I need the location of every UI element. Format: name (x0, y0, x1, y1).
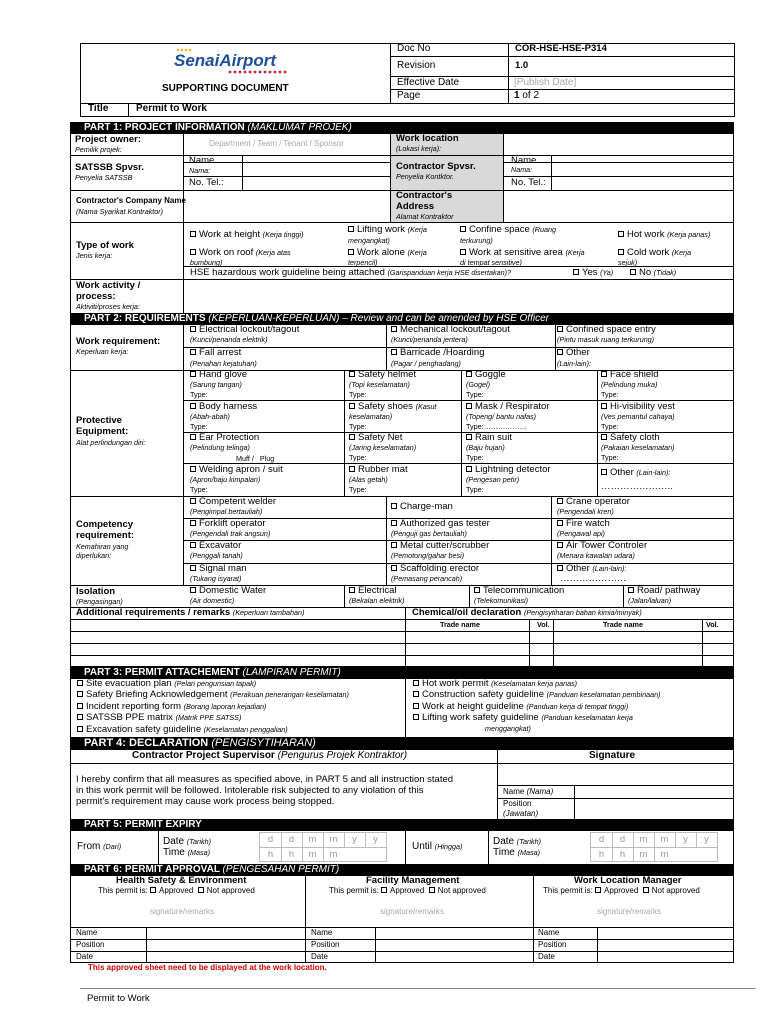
work-location-manager-header: Work Location Manager (574, 875, 682, 886)
part2-heading: PART 2: REQUIREMENTS (KEPERLUAN-KEPERLUAN) – Review and can be amended by HSE Officer (70, 313, 734, 325)
declaration-text-line2: in this work permit will be followed. Intolerable risk subjected to any violation of this (76, 785, 424, 796)
rubber-mat-type: Type: (349, 485, 367, 494)
rubber-mat-checkbox[interactable]: Rubber mat (349, 465, 408, 475)
goggle-type: Type: (466, 390, 484, 399)
competency-label-my-2: diperlukan: (76, 551, 112, 560)
hse-approver-header: Health Safety & Environment (116, 875, 247, 886)
hot-work-permit-checkbox[interactable]: Hot work permit (Keselamatan kerja panas) (413, 679, 577, 689)
hse-approved-checkbox[interactable]: Approved (150, 886, 193, 895)
rubber-mat-label-my: (Alas getah) (349, 475, 388, 484)
from-label: From (Dari) (77, 841, 122, 852)
road-pathway-label-my: (Jalan/laluan) (628, 596, 672, 605)
contractor-tel-label: No. Tel.: (511, 177, 546, 188)
body-harness-checkbox[interactable]: Body harness (190, 402, 257, 412)
metal-cutter-checkbox[interactable]: Metal cutter/scrubber (391, 541, 489, 551)
hot-work-checkbox[interactable]: Hot work (Kerja panas) (618, 230, 710, 240)
fm-name-label: Name (311, 928, 333, 937)
sensitive-area-label-my: di tempat sensitive) (460, 258, 522, 267)
fm-signature-field[interactable]: signature/remarks (380, 907, 445, 916)
footer-rule (80, 988, 756, 989)
mask-respirator-checkbox[interactable]: Mask / Respirator (466, 402, 549, 412)
forklift-operator-label-my: (Pengendali trak angsun) (190, 529, 271, 538)
electrical-lockout-checkbox[interactable]: Electrical lockout/tagout (190, 325, 299, 335)
metal-cutter-label-my: (Pemotong/gahar besi) (391, 551, 465, 560)
domestic-water-checkbox[interactable]: Domestic Water (190, 586, 266, 596)
part5-heading: PART 5: PERMIT EXPIRY (70, 819, 734, 831)
body-harness-type: Type: (190, 422, 208, 431)
other-requirement-checkbox[interactable]: Other (557, 348, 590, 358)
body-harness-label-my: (Abah-abah) (190, 412, 230, 421)
additional-requirements-label: Additional requirements / remarks (Keperluan tambahan) (76, 607, 305, 618)
other-ppe-field[interactable]: ………………….. (601, 481, 673, 492)
electrical-isolation-checkbox[interactable]: Electrical (349, 586, 397, 596)
from-time-label: Time (Masa) (163, 847, 211, 858)
supporting-document-label: SUPPORTING DOCUMENT (162, 83, 289, 94)
declaration-name-field[interactable] (575, 786, 733, 797)
declaration-text-line1: I hereby confirm that all measures as specified above, in PART 5 and all instruction stated (76, 774, 454, 785)
work-on-roof-checkbox[interactable]: Work on roof (Kerja atas (190, 248, 291, 258)
hse-guideline-question: HSE hazardous work guideline being attached (Garispanduan kerja HSE disertakan)? (190, 267, 511, 278)
confine-space-checkbox[interactable]: Confine space (Ruang (460, 225, 556, 235)
from-date-label: Date (Tarikh) (163, 836, 212, 847)
footer-text: Permit to Work (87, 993, 150, 1004)
trade-name-header-1: Trade name (440, 620, 480, 629)
competent-welder-checkbox[interactable]: Competent welder (190, 497, 276, 507)
air-tower-controller-checkbox[interactable]: Air Tower Controler (557, 541, 647, 551)
document-title: Permit to Work (136, 103, 207, 114)
barricade-checkbox[interactable]: Barricade /Hoarding (391, 348, 485, 358)
address-label-2: Address (396, 201, 435, 212)
work-activity-label-my: Aktiviti/proses kerja: (76, 302, 140, 311)
electrical-isolation-label-my: (Bekalan elektrik) (349, 596, 405, 605)
contractor-supervisor-label: Contractor Spvsr. (396, 161, 476, 172)
face-shield-label-my: (Pelindung muka) (601, 380, 658, 389)
barricade-label-my: (Pagar / penghadang) (391, 359, 461, 368)
charge-man-checkbox[interactable]: Charge-man (391, 502, 453, 512)
chemical-declaration-label: Chemical/oil declaration (Pengisytiharan bahan kimia/minyak) (412, 607, 642, 618)
title-label: Title (88, 103, 109, 114)
fall-arrest-label-my: (Penahan kejatuhan) (190, 359, 257, 368)
welding-apron-label-my: (Apron/baju kimpalan) (190, 475, 261, 484)
effective-date-label: Effective Date (397, 77, 460, 88)
gas-tester-checkbox[interactable]: Authorized gas tester (391, 519, 490, 529)
work-requirement-label: Work requirement: (76, 336, 161, 347)
hand-glove-label-my: (Sarung tangan) (190, 380, 242, 389)
fire-watch-label-my: (Pengawal api) (557, 529, 605, 538)
declaration-text-line3: permit's requirement may cause work process being stopped. (76, 796, 335, 807)
trade-name-header-2: Trade name (603, 620, 643, 629)
forklift-operator-checkbox[interactable]: Forklift operator (190, 519, 266, 529)
excavation-guideline-checkbox[interactable]: Excavation safety guideline (Keselamatan penggalian) (77, 725, 288, 735)
fm-approval-options: This permit is: Approved Not approved (329, 886, 486, 895)
hse-name-label: Name (76, 928, 98, 937)
address-label: Contractor's (396, 190, 453, 201)
company-name-label: Contractor's Company Name (76, 196, 186, 205)
fire-watch-checkbox[interactable]: Fire watch (557, 519, 610, 529)
excavator-checkbox[interactable]: Excavator (190, 541, 241, 551)
hand-glove-checkbox[interactable]: Hand glove (190, 370, 247, 380)
lifting-work-checkbox[interactable]: Lifting work (Kerja (348, 225, 427, 235)
mechanical-lockout-label-my: (Kunci/penanda jentera) (391, 335, 468, 344)
work-activity-label: Work activity / (76, 280, 141, 291)
display-notice: This approved sheet need to be displayed at the work location. (88, 963, 327, 972)
cold-work-label-my: sejuk) (618, 258, 638, 267)
safety-shoes-type: Type: (349, 422, 367, 431)
telecommunication-label-my: (Telekomunikasi) (474, 596, 529, 605)
hse-signature-field[interactable]: signature/remarks (150, 907, 215, 916)
satssb-name-label: Name (189, 155, 215, 166)
until-datetime-grid[interactable]: d d m m y y h h m m (590, 832, 718, 862)
until-time-label: Time (Masa) (493, 847, 541, 858)
hse-date-label: Date (76, 952, 93, 961)
competency-label-my: Kemahiran yang (76, 542, 129, 551)
vol-header-1: Vol. (537, 620, 550, 629)
other-ppe-checkbox[interactable]: Other (Lain-lain): (601, 468, 670, 478)
contractor-name-field[interactable] (552, 156, 733, 175)
address-label-my: Alamat Kontraktor (396, 212, 454, 221)
declaration-position-label-my: (Jawatan) (503, 809, 539, 818)
company-name-label-my: (Nama Syarikat Kontraktor) (76, 207, 164, 216)
part6-heading: PART 6: PERMIT APPROVAL (PENGESAHAN PERMIT) (70, 864, 734, 876)
until-date-label: Date (Tarikh) (493, 836, 542, 847)
declaration-signature-field[interactable] (498, 764, 733, 784)
work-alone-label-my: terpencil) (348, 258, 378, 267)
other-competency-field[interactable]: ………………… (560, 573, 627, 584)
safety-briefing-checkbox[interactable]: Safety Briefing Acknowledgement (Perakuan penerangan keselamatan) (77, 690, 349, 700)
work-requirement-label-my: Keperluan kerja: (76, 347, 129, 356)
page-number: 1 of 2 (514, 90, 540, 101)
vol-header-2: Vol. (706, 620, 719, 629)
face-shield-type: Type: (601, 390, 619, 399)
safety-cloth-type: Type: (601, 453, 619, 462)
sensitive-area-checkbox[interactable]: Work at sensitive area (Kerja (460, 248, 585, 258)
contractor-name-label-my: Nama: (511, 165, 533, 174)
rain-suit-checkbox[interactable]: Rain suit (466, 433, 512, 443)
hse-no-checkbox[interactable]: No (Tidak) (630, 268, 676, 278)
part1-heading: PART 1: PROJECT INFORMATION (MAKLUMAT PROJEK) (70, 122, 734, 134)
competency-label-2: requirement: (76, 530, 135, 541)
hi-visibility-vest-label-my: (Ves pemantul cahaya) (601, 412, 675, 421)
competency-label: Competency (76, 519, 134, 530)
wlm-position-label: Position (538, 940, 567, 949)
contractor-tel-field[interactable] (552, 177, 733, 189)
scaffolding-erector-label-my: (Pemasang perancah) (391, 574, 463, 583)
work-location-field[interactable] (504, 135, 733, 154)
ear-protection-checkbox[interactable]: Ear Protection (190, 433, 259, 443)
hse-not-approved-checkbox[interactable]: Not approved (198, 886, 255, 895)
protective-equipment-label-2: Equipment: (76, 426, 129, 437)
lightning-detector-checkbox[interactable]: Lightning detector (466, 465, 551, 475)
wlm-approval-options: This permit is: Approved Not approved (543, 886, 700, 895)
crane-operator-checkbox[interactable]: Crane operator (557, 497, 630, 507)
project-owner-field[interactable]: Department / Team / Tenant / Sponsor (209, 139, 344, 148)
competent-welder-label-my: (Pengimpal bertauliah) (190, 507, 263, 516)
company-name-field[interactable] (184, 191, 389, 221)
satssb-name-field[interactable] (243, 156, 389, 175)
rain-suit-type: Type: (466, 453, 484, 462)
electrical-lockout-label-my: (Kunci/penanda elektrik) (190, 335, 268, 344)
project-owner-label-my: Pemilik projek: (75, 145, 122, 154)
construction-guideline-checkbox[interactable]: Construction safety guideline (Panduan keselamatan pembinaan) (413, 690, 661, 700)
mask-respirator-label-my: (Topeng/ bantu nafas) (466, 412, 537, 421)
hi-visibility-vest-type: Type: (601, 422, 619, 431)
fm-approved-checkbox[interactable]: Approved (381, 886, 424, 895)
work-on-roof-label-my: bumbung) (190, 258, 223, 267)
wlm-approved-checkbox[interactable]: Approved (595, 886, 638, 895)
declaration-name-label: Name (Nama) (503, 787, 554, 796)
signal-man-label-my: (Tukang isyarat) (190, 574, 242, 583)
rain-suit-label-my: (Baju hujan) (466, 443, 505, 452)
satssb-supervisor-label: SATSSB Spvsr. (75, 162, 144, 173)
wlm-not-approved-checkbox[interactable]: Not approved (643, 886, 700, 895)
revision-label: Revision (397, 60, 436, 71)
contractor-supervisor-label-my: Penyelia Kontktor. (396, 172, 455, 181)
doc-no-label: Doc No (397, 43, 431, 54)
revision-value: 1.0 (515, 60, 529, 71)
welding-apron-checkbox[interactable]: Welding apron / suit (190, 465, 283, 475)
gas-tester-label-my: (Penguji gas bertauliah) (391, 529, 467, 538)
lifting-guideline-label-my: menggangkat) (485, 724, 531, 733)
work-activity-field[interactable] (184, 280, 733, 312)
part4-heading: PART 4: DECLARATION (PENGISYTIHARAN) (70, 737, 734, 750)
air-tower-controller-label-my: (Menara kawalan udara) (557, 551, 635, 560)
project-owner-label: Project owner: (75, 134, 141, 145)
safety-net-label-my: (Jaring keselamatan) (349, 443, 417, 452)
safety-helmet-label-my: (Topi keselamatan) (349, 380, 410, 389)
hse-position-label: Position (76, 940, 105, 949)
confined-space-entry-label-my: (Pintu masuk ruang terkurung) (557, 335, 655, 344)
welding-apron-type: Type: (190, 485, 208, 494)
type-of-work-label: Type of work (76, 240, 134, 251)
safety-net-checkbox[interactable]: Safety Net (349, 433, 402, 443)
cold-work-checkbox[interactable]: Cold work (Kerja (618, 248, 691, 258)
wlm-date-label: Date (538, 952, 555, 961)
other-requirement-label-my: (Lain-lain): (557, 359, 591, 368)
address-field[interactable] (504, 191, 733, 221)
satssb-supervisor-label-my: Penyelia SATSSB (75, 173, 133, 182)
hse-approval-options: This permit is: Approved Not approved (98, 886, 255, 895)
effective-date-value[interactable]: [Publish Date] (514, 77, 577, 88)
signal-man-checkbox[interactable]: Signal man (190, 564, 247, 574)
contractor-project-supervisor-label: Contractor Project Supervisor (Pengurus Projek Kontraktor) (132, 750, 408, 761)
protective-equipment-label-my: Alat perlindungan diri: (76, 438, 146, 447)
logo-wordmark: SenaiAirport (174, 51, 277, 70)
work-location-label-my: (Lokasi kerja): (396, 144, 442, 153)
ear-protection-muff-plug[interactable]: Muff / Plug (236, 454, 275, 463)
lifting-work-label-my: mengangkat) (348, 236, 390, 245)
contractor-name-label: Name (511, 155, 537, 166)
doc-no-value: COR-HSE-HSE-P314 (515, 43, 607, 54)
from-datetime-grid[interactable]: d d m m y y h h m m (259, 832, 387, 862)
isolation-label: Isolation (76, 586, 116, 597)
hse-yes-checkbox[interactable]: Yes (Ya) (573, 268, 613, 278)
safety-net-type: Type: (349, 453, 367, 462)
goggle-label-my: (Gogel) (466, 380, 490, 389)
work-location-label: Work location (396, 133, 459, 144)
safety-shoes-checkbox[interactable]: Safety shoes (Kasut (349, 402, 436, 412)
wlm-name-label: Name (538, 928, 560, 937)
safety-helmet-type: Type: (349, 390, 367, 399)
hand-glove-type: Type: (190, 390, 208, 399)
page-label: Page (397, 90, 421, 101)
mask-respirator-type: Type:……………… (466, 422, 527, 431)
part3-heading: PART 3: PERMIT ATTACHEMENT (LAMPIRAN PERMIT) (70, 667, 734, 679)
lightning-detector-type: Type: (466, 485, 484, 494)
road-pathway-checkbox[interactable]: Road/ pathway (628, 586, 700, 596)
work-activity-label-2: process: (76, 291, 116, 302)
excavator-label-my: (Penggali tanah) (190, 551, 243, 560)
satssb-tel-label: No. Tel.: (189, 177, 224, 188)
safety-cloth-checkbox[interactable]: Safety cloth (601, 433, 660, 443)
declaration-position-field[interactable] (575, 799, 733, 818)
safety-helmet-checkbox[interactable]: Safety helmet (349, 370, 416, 380)
facility-management-header: Facility Management (366, 875, 460, 886)
work-alone-checkbox[interactable]: Work alone (Kerja (348, 248, 427, 258)
mechanical-lockout-checkbox[interactable]: Mechanical lockout/tagout (391, 325, 510, 335)
crane-operator-label-my: (Pengendali kren) (557, 507, 614, 516)
safety-cloth-label-my: (Pakaian keselamatan) (601, 443, 675, 452)
fall-arrest-checkbox[interactable]: Fall arrest (190, 348, 241, 358)
protective-equipment-label: Protective (76, 415, 122, 426)
ppe-matrix-checkbox[interactable]: SATSSB PPE matrix (Matrik PPE SATSS) (77, 713, 241, 723)
signature-label: Signature (589, 750, 636, 761)
other-competency-checkbox[interactable]: Other (Lain-lain): (557, 564, 626, 574)
isolation-label-my: (Pengasingan) (76, 597, 123, 606)
hi-visibility-vest-checkbox[interactable]: Hi-visibility vest (601, 402, 675, 412)
declaration-position-label: Position (503, 799, 532, 808)
lifting-guideline-checkbox[interactable]: Lifting work safety guideline (Panduan keselamatan kerja (413, 713, 633, 723)
scaffolding-erector-checkbox[interactable]: Scaffolding erector (391, 564, 479, 574)
lightning-detector-label-my: (Pengesan petir) (466, 475, 520, 484)
wlm-signature-field[interactable]: signature/remarks (597, 907, 662, 916)
fm-date-label: Date (311, 952, 328, 961)
satssb-name-label-my: Nama: (189, 166, 211, 175)
face-shield-checkbox[interactable]: Face shield (601, 370, 659, 380)
incident-reporting-checkbox[interactable]: Incident reporting form (Borang laporan kejadian) (77, 702, 266, 712)
ear-protection-label-my: (Pelindung telinga) (190, 443, 250, 452)
fm-not-approved-checkbox[interactable]: Not approved (429, 886, 486, 895)
domestic-water-label-my: (Air domestic) (190, 596, 235, 605)
until-label: Until (Hingga) (412, 841, 463, 852)
goggle-checkbox[interactable]: Goggle (466, 370, 506, 380)
work-at-height-checkbox[interactable]: Work at height (Kerja tinggi) (190, 230, 303, 240)
fm-position-label: Position (311, 940, 340, 949)
work-at-height-guideline-checkbox[interactable]: Work at height guideline (Panduan kerja di tempat tinggi) (413, 702, 628, 712)
confine-space-label-my: terkurung) (460, 236, 493, 245)
type-of-work-label-my: Jenis kerja: (76, 251, 113, 260)
site-evacuation-checkbox[interactable]: Site evacuation plan (Pelan pengunsian tapak) (77, 679, 256, 689)
telecommunication-checkbox[interactable]: Telecommunication (474, 586, 564, 596)
senai-airport-logo (170, 46, 300, 78)
satssb-tel-field[interactable] (243, 177, 389, 189)
safety-shoes-label-my: keselamatan) (349, 412, 393, 421)
confined-space-entry-checkbox[interactable]: Confined space entry (557, 325, 656, 335)
